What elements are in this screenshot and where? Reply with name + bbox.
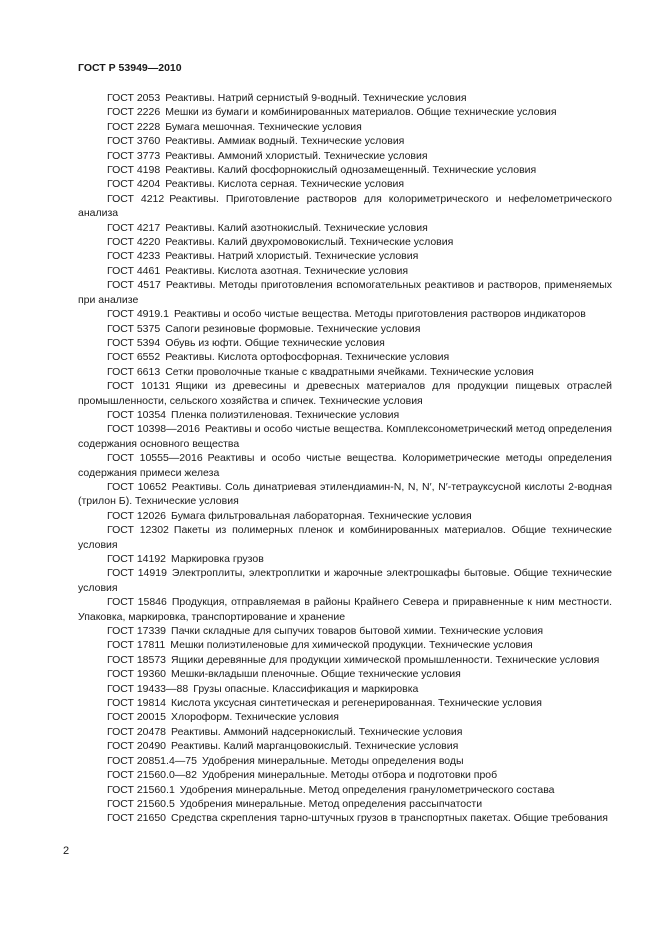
reference-title: Реактивы и особо чистые вещества. Колориметрические методы определения содержания примеси железа (78, 452, 612, 479)
reference-code: ГОСТ 2228 (107, 120, 161, 133)
reference-item (78, 710, 612, 724)
reference-code: ГОСТ 3760 (107, 135, 161, 148)
reference-item (78, 682, 612, 696)
reference-code: ГОСТ 4220 (107, 236, 161, 249)
reference-title: Ящики из древесины и древесных материалов для продукции пищевых отраслей промышленности, сельского хозяйства и спичек. Технические условия (78, 380, 613, 407)
reference-item (78, 696, 612, 710)
reference-item (78, 235, 612, 249)
reference-item (78, 566, 612, 595)
reference-title: Пленка полиэтиленовая. Технические условия (171, 408, 400, 421)
reference-item (78, 451, 612, 480)
normative-references-list (78, 91, 612, 826)
reference-item (78, 725, 612, 739)
reference-item (78, 192, 612, 221)
reference-item (78, 278, 612, 307)
reference-code: ГОСТ 17339 (107, 625, 167, 638)
reference-code: ГОСТ 19433—88 (107, 682, 189, 695)
reference-code: ГОСТ 14192 (107, 553, 167, 565)
reference-item (78, 221, 612, 235)
reference-title: Реактивы. Калий фосфорнокислый однозамещенный. Технические условия (165, 164, 537, 177)
reference-item (78, 379, 612, 408)
reference-item (78, 307, 612, 321)
reference-title: Мешки полиэтиленовые для химической продукции. Технические условия (170, 639, 533, 652)
reference-code: ГОСТ 20490 (107, 740, 167, 753)
reference-title: Реактивы. Калий азотнокислый. Технические условия (165, 221, 428, 234)
reference-code: ГОСТ 3773 (107, 149, 161, 162)
reference-code: ГОСТ 21560.0—82 (107, 769, 197, 782)
reference-code: ГОСТ 12302 (107, 524, 169, 537)
reference-code: ГОСТ 4204 (107, 178, 161, 191)
reference-item (78, 120, 612, 134)
reference-item (78, 797, 612, 811)
reference-title: Средства скрепления тарно-штучных грузов в транспортных пакетах. Общие требования (171, 812, 608, 825)
reference-code: ГОСТ 10398—2016 (107, 423, 201, 436)
reference-code: ГОСТ 10555—2016 (107, 452, 203, 465)
reference-title: Реактивы. Натрий сернистый 9-водный. Технические условия (165, 92, 467, 104)
reference-title: Реактивы. Кислота ортофосфорная. Технические условия (165, 351, 450, 364)
reference-title: Сапоги резиновые формовые. Технические условия (165, 322, 421, 335)
reference-item (78, 336, 612, 350)
reference-title: Продукция, отправляемая в районы Крайнего Севера и приравненные к ним местности. Упаковка, маркировка, транспортирование и хранение (78, 596, 613, 623)
page-header: ГОСТ Р 53949—2010 (78, 62, 182, 74)
reference-title: Грузы опасные. Классификация и маркировка (193, 682, 419, 695)
reference-code: ГОСТ 4212 (107, 192, 165, 205)
reference-title: Реактивы. Аммоний хлористый. Технические условия (165, 149, 428, 162)
reference-item (78, 149, 612, 163)
reference-title: Удобрения минеральные. Метод определения рассыпчатости (179, 797, 483, 810)
reference-code: ГОСТ 10131 (107, 380, 171, 393)
reference-item (78, 667, 612, 681)
reference-item (78, 653, 612, 667)
reference-title: Реактивы. Калий марганцовокислый. Технические условия (171, 740, 459, 753)
reference-item (78, 322, 612, 336)
reference-code: ГОСТ 19814 (107, 697, 167, 710)
reference-item (78, 638, 612, 652)
reference-item (78, 408, 612, 422)
reference-code: ГОСТ 4198 (107, 164, 161, 177)
reference-title: Реактивы. Соль динатриевая этилендиамин-N, N, N′, N′-тетрауксусной кислоты 2-водная (трилон Б). Технические условия (78, 480, 612, 508)
reference-title: Электроплиты, электроплитки и жарочные электрошкафы бытовые. Общие технические условия (78, 567, 612, 594)
reference-title: Бумага мешочная. Технические условия (165, 120, 362, 133)
reference-title: Реактивы. Кислота серная. Технические условия (165, 178, 405, 191)
reference-title: Мешки из бумаги и комбинированных материалов. Общие технические условия (165, 106, 557, 119)
reference-title: Бумага фильтровальная лабораторная. Технические условия (171, 509, 472, 522)
reference-title: Ящики деревянные для продукции химической промышленности. Технические условия (171, 653, 600, 666)
reference-code: ГОСТ 21560.5 (107, 797, 175, 810)
reference-code: ГОСТ 5394 (107, 336, 161, 349)
reference-code: ГОСТ 21560.1 (107, 783, 175, 796)
reference-code: ГОСТ 4233 (107, 250, 161, 263)
reference-code: ГОСТ 17811 (107, 639, 166, 652)
reference-item (78, 783, 612, 797)
reference-item (78, 365, 612, 379)
reference-item (78, 768, 612, 782)
reference-item (78, 177, 612, 191)
reference-item (78, 163, 612, 177)
reference-title: Реактивы. Натрий хлористый. Технические условия (165, 250, 419, 263)
reference-code: ГОСТ 20478 (107, 725, 167, 738)
reference-title: Пакеты из полимерных пленок и комбинированных материалов. Общие технические условия (78, 524, 613, 551)
reference-code: ГОСТ 12026 (107, 509, 167, 522)
reference-title: Удобрения минеральные. Методы определения воды (201, 754, 464, 767)
reference-code: ГОСТ 4461 (107, 264, 161, 277)
reference-title: Маркировка грузов (171, 553, 264, 565)
reference-title: Реактивы. Методы приготовления вспомогательных реактивов и растворов, применяемых при анализе (78, 279, 612, 306)
reference-code: ГОСТ 4217 (107, 221, 161, 234)
reference-code: ГОСТ 18573 (107, 653, 167, 666)
reference-code: ГОСТ 20851.4—75 (107, 754, 197, 767)
reference-code: ГОСТ 4919.1 (107, 308, 169, 321)
reference-title: Реактивы и особо чистые вещества. Методы приготовления растворов индикаторов (173, 308, 586, 321)
reference-item (78, 350, 612, 364)
reference-item (78, 523, 612, 552)
reference-item (78, 624, 612, 638)
reference-code: ГОСТ 14919 (107, 567, 167, 580)
reference-title: Хлороформ. Технические условия (171, 711, 339, 724)
reference-title: Реактивы. Калий двухромовокислый. Технические условия (165, 236, 454, 249)
reference-title: Реактивы. Аммоний надсернокислый. Технические условия (171, 725, 463, 738)
reference-title: Реактивы. Аммиак водный. Технические условия (165, 135, 405, 148)
reference-code: ГОСТ 10354 (107, 408, 167, 421)
reference-title: Пачки складные для сыпучих товаров бытовой химии. Технические условия (171, 625, 544, 638)
reference-title: Кислота уксусная синтетическая и регенерированная. Технические условия (171, 697, 542, 710)
reference-code: ГОСТ 10652 (107, 480, 167, 493)
reference-code: ГОСТ 4517 (107, 279, 161, 292)
reference-code: ГОСТ 2053 (107, 92, 161, 104)
reference-code: ГОСТ 6613 (107, 365, 161, 378)
reference-item (78, 480, 612, 509)
page-number: 2 (63, 845, 70, 857)
reference-title: Обувь из юфти. Общие технические условия (165, 336, 385, 349)
reference-code: ГОСТ 19360 (107, 668, 167, 681)
reference-item (78, 91, 612, 105)
reference-item (78, 552, 612, 566)
reference-item (78, 264, 612, 278)
reference-code: ГОСТ 15846 (107, 596, 167, 609)
reference-code: ГОСТ 20015 (107, 711, 167, 724)
reference-title: Реактивы и особо чистые вещества. Комплексонометрический метод определения содержания основного вещества (78, 423, 612, 450)
reference-item (78, 134, 612, 148)
reference-item (78, 811, 612, 825)
reference-item (78, 739, 612, 753)
reference-title: Мешки-вкладыши пленочные. Общие технические условия (171, 668, 461, 681)
reference-code: ГОСТ 2226 (107, 106, 161, 119)
reference-code: ГОСТ 21650 (107, 812, 167, 825)
reference-title: Удобрения минеральные. Методы отбора и подготовки проб (201, 769, 498, 782)
reference-code: ГОСТ 5375 (107, 322, 161, 335)
reference-item (78, 595, 612, 624)
reference-item (78, 509, 612, 523)
reference-item (78, 754, 612, 768)
reference-title: Реактивы. Кислота азотная. Технические условия (165, 264, 408, 277)
reference-item (78, 249, 612, 263)
reference-title: Реактивы. Приготовление растворов для колориметрического и нефелометрического анализа (78, 192, 613, 220)
reference-code: ГОСТ 6552 (107, 351, 161, 364)
reference-title: Сетки проволочные тканые с квадратными ячейками. Технические условия (165, 365, 534, 378)
reference-title: Удобрения минеральные. Метод определения гранулометрического состава (179, 783, 555, 796)
reference-item (78, 105, 612, 119)
reference-item (78, 422, 612, 451)
